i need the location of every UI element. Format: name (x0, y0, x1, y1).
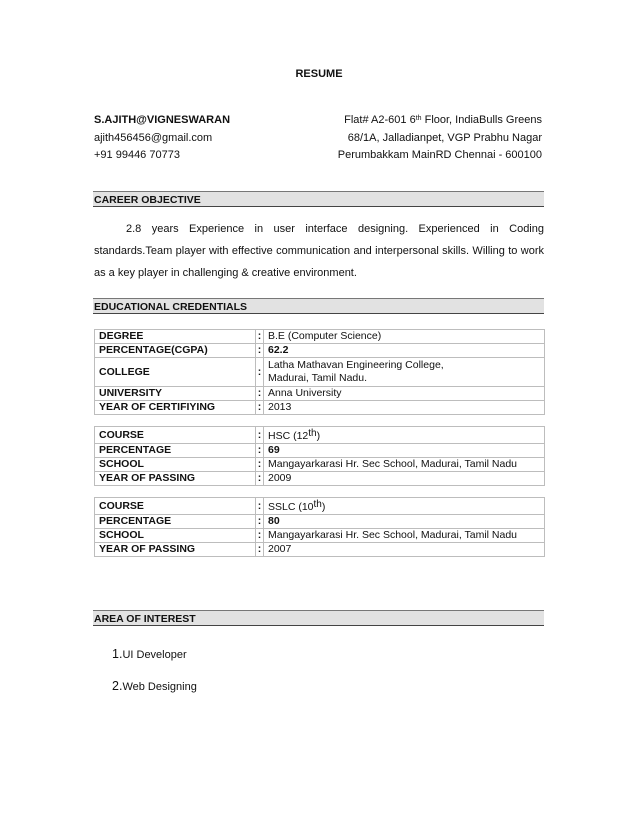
percentage-value: 80 (264, 515, 545, 529)
course-value-superscript: th (308, 428, 317, 439)
contact-block (94, 112, 230, 165)
list-item-number: 2. (112, 679, 123, 693)
table-row (95, 444, 545, 458)
colon: : (256, 387, 264, 401)
table-row (95, 387, 545, 401)
colon: : (256, 515, 264, 529)
address-line-3: Perumbakkam MainRD Chennai - 600100 (337, 149, 542, 161)
table-row (95, 427, 545, 444)
year-value: 2009 (264, 472, 545, 486)
table-row (95, 515, 545, 529)
address-line-2: 68/1A, Jalladianpet, VGP Prabhu Nagar (347, 131, 542, 144)
colon: : (256, 330, 264, 344)
candidate-name: S.AJITH@VIGNESWARAN (94, 114, 231, 126)
year-label: YEAR OF PASSING (95, 472, 256, 486)
phone-text: +91 99446 70773 (94, 149, 180, 161)
table-row (95, 498, 545, 515)
list-item (112, 679, 197, 693)
colon: : (256, 543, 264, 557)
course-value-main: SSLC (10 (268, 501, 314, 513)
address-line-1 (320, 112, 542, 130)
career-objective-body: 2.8 years Experience in user interface designing. Experienced in Coding standards.Team player with effective communication and interpersonal skills. Willing to work as a key player in challenging & creative environment. (94, 223, 544, 279)
college-label: COLLEGE (95, 358, 256, 387)
table-row (95, 330, 545, 344)
address-line-1-main: Flat# A2-601 6 (344, 114, 416, 126)
university-label: UNIVERSITY (95, 387, 256, 401)
year-label: YEAR OF PASSING (95, 543, 256, 557)
sslc-table (94, 497, 545, 557)
year-value: 2007 (264, 543, 545, 557)
degree-label: DEGREE (95, 330, 256, 344)
school-label: SCHOOL (95, 529, 256, 543)
colon: : (256, 444, 264, 458)
list-item-text: Web Designing (122, 681, 197, 693)
colon: : (256, 401, 264, 415)
percentage-label: PERCENTAGE(CGPA) (95, 344, 256, 358)
colon: : (256, 472, 264, 486)
address-line-1-rest: Floor, IndiaBulls Greens (421, 114, 542, 126)
table-row (95, 529, 545, 543)
email-text: ajith456456@gmail.com (94, 131, 213, 144)
percentage-value: 62.2 (264, 344, 545, 358)
colon: : (256, 458, 264, 472)
university-value: Anna University (264, 387, 545, 401)
school-value: Mangayarkarasi Hr. Sec School, Madurai, Tamil Nadu (264, 529, 545, 543)
area-of-interest-heading: AREA OF INTEREST (93, 610, 544, 626)
table-row (95, 344, 545, 358)
career-objective-heading: CAREER OBJECTIVE (93, 191, 544, 207)
table-row (95, 543, 545, 557)
list-item (112, 647, 187, 661)
address-line-1-superscript: th (415, 115, 422, 122)
career-objective-text (94, 218, 544, 284)
colon: : (256, 498, 264, 515)
year-label: YEAR OF CERTIFIYING (95, 401, 256, 415)
colon: : (256, 529, 264, 543)
course-value (264, 427, 545, 444)
table-row (95, 472, 545, 486)
degree-value: B.E (Computer Science) (264, 330, 545, 344)
list-item-number: 1. (112, 647, 123, 661)
course-value-superscript: th (313, 499, 322, 510)
course-value-close: ) (321, 501, 326, 513)
percentage-label: PERCENTAGE (95, 515, 256, 529)
course-label: COURSE (95, 498, 256, 515)
colon: : (256, 358, 264, 387)
college-value-line-2: Madurai, Tamil Nadu. (268, 372, 368, 384)
course-value-main: HSC (12 (268, 430, 309, 442)
resume-title: RESUME (295, 68, 343, 80)
table-row (95, 401, 545, 415)
course-value (264, 498, 545, 515)
percentage-value: 69 (264, 444, 545, 458)
table-row (95, 458, 545, 472)
school-value: Mangayarkarasi Hr. Sec School, Madurai, Tamil Nadu (264, 458, 545, 472)
educational-credentials-heading: EDUCATIONAL CREDENTIALS (93, 298, 544, 314)
year-value: 2013 (264, 401, 545, 415)
table-row (95, 358, 545, 387)
course-label: COURSE (95, 427, 256, 444)
college-value-line-1: Latha Mathavan Engineering College, (268, 359, 444, 371)
hsc-table (94, 426, 545, 486)
school-label: SCHOOL (95, 458, 256, 472)
percentage-label: PERCENTAGE (95, 444, 256, 458)
course-value-close: ) (316, 430, 321, 442)
degree-table (94, 329, 545, 415)
colon: : (256, 344, 264, 358)
address-block (320, 112, 542, 165)
colon: : (256, 427, 264, 444)
college-value (264, 358, 545, 387)
list-item-text: UI Developer (122, 649, 187, 661)
